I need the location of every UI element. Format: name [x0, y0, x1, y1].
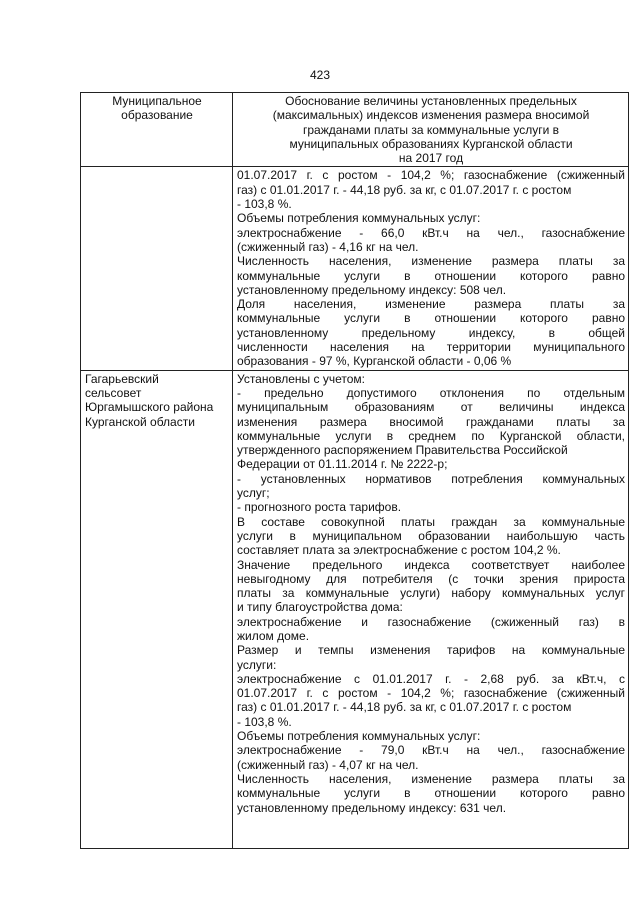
text-line: коммунальные услуги в среднем по Курганской области, [237, 428, 625, 443]
justification-text [237, 168, 625, 368]
text-line: и типу благоустройства дома: [237, 600, 403, 615]
text-line: гражданами платы за коммунальные услуги в [302, 122, 560, 137]
tariff-justification-table [80, 92, 629, 849]
text-line: услуги: [237, 657, 277, 672]
text-line: Доля населения, изменение размера платы за [237, 297, 625, 312]
text-line: численности населения на территории муниципального [237, 340, 625, 355]
text-line: (сжиженный газ) - 4,07 кг на чел. [237, 757, 419, 772]
text-line: услуги в муниципальном образовании наибольшую часть [237, 528, 625, 543]
text-line: Установлены с учетом: [237, 371, 365, 386]
table-row [81, 167, 629, 370]
text-line: газ) с 01.01.2017 г. - 44,18 руб. за кг, с 01.07.2017 г. с ростом [237, 700, 572, 715]
text-line: Юргамышского района [85, 400, 214, 415]
text-line: установленному предельному индексу: 508 чел. [237, 282, 507, 297]
text-line: на 2017 год [398, 151, 464, 166]
text-line: электроснабжение - 66,0 кВт.ч на чел., газоснабжение [237, 225, 625, 240]
text-line: - предельно допустимого отклонения по отдельным [237, 385, 625, 400]
header-justification-cell [233, 93, 629, 167]
text-line: Муниципальное [112, 94, 202, 108]
text-line: - 103,8 %. [237, 197, 292, 212]
text-line: 01.07.2017 г. с ростом - 104,2 %; газоснабжение (сжиженный [237, 168, 625, 183]
text-line: изменения размера вносимой гражданами платы за [237, 414, 625, 429]
text-line: Гагарьевский [85, 371, 159, 386]
justification-text [237, 372, 625, 815]
text-line: Федерации от 01.11.2014 г. № 2222-р; [237, 457, 448, 472]
header-justification-text [237, 94, 625, 165]
text-line: Обоснование величины установленных предельных [285, 94, 577, 108]
table-header-row [81, 93, 629, 167]
page-number: 423 [309, 68, 331, 82]
justification-cell [233, 370, 629, 848]
text-line: Численность населения, изменение размера платы за [237, 771, 625, 786]
text-line: - прогнозного роста тарифов. [237, 500, 402, 515]
header-municipality-cell [81, 93, 233, 167]
text-line: Значение предельного индекса соответствует наиболее [237, 557, 625, 572]
text-line: коммунальные услуги в отношении которого равно [237, 311, 625, 326]
text-line: Объемы потребления коммунальных услуг: [237, 211, 481, 226]
justification-cell [233, 167, 629, 370]
text-line: Курганской области [85, 414, 195, 429]
text-line: - 103,8 %. [237, 714, 292, 729]
table-row [81, 370, 629, 848]
text-line: Объемы потребления коммунальных услуг: [237, 729, 481, 744]
text-line: - установленных нормативов потребления коммунальных [237, 471, 625, 486]
text-line: коммунальные услуги в отношении которого равно [237, 268, 625, 283]
header-municipality-text [85, 94, 229, 123]
municipality-text [85, 372, 229, 429]
text-line: услуг; [237, 486, 270, 501]
text-line: установленному предельному индексу, в общей [237, 325, 625, 340]
text-line: сельсовет [85, 385, 142, 400]
text-line: платы за коммунальные услуги) набору коммунальных услуг [237, 586, 625, 601]
text-line: образования - 97 %, Курганской области - 0,06 % [237, 354, 512, 369]
text-line: образование [121, 108, 193, 123]
text-line: Размер и темпы изменения тарифов на коммунальные [237, 643, 625, 658]
text-line: невыгодному для потребителя (с точки зрения прироста [237, 571, 625, 586]
text-line: электроснабжение - 79,0 кВт.ч на чел., газоснабжение [237, 743, 625, 758]
text-line: 01.07.2017 г. с ростом - 104,2 %; газоснабжение (сжиженный [237, 686, 625, 701]
text-line: электроснабжение с 01.01.2017 г. - 2,68 руб. за кВт.ч, с [237, 671, 625, 686]
text-line: газ) с 01.01.2017 г. - 44,18 руб. за кг, с 01.07.2017 г. с ростом [237, 182, 572, 197]
text-line: (максимальных) индексов изменения размера вносимой [272, 108, 590, 123]
text-line: В составе совокупной платы граждан за коммунальные [237, 514, 625, 529]
text-line: коммунальные услуги в отношении которого равно [237, 786, 625, 801]
text-line: Численность населения, изменение размера платы за [237, 254, 625, 269]
text-line: жилом доме. [237, 628, 310, 643]
text-line: составляет плата за электроснабжение с ростом 104,2 %. [237, 543, 561, 558]
municipality-cell [81, 370, 233, 848]
text-line: установленному предельному индексу: 631 чел. [237, 800, 507, 815]
municipality-cell [81, 167, 233, 370]
text-line: муниципальным образованиям от величины индекса [237, 400, 625, 415]
text-line: электроснабжение и газоснабжение (сжиженный газ) в [237, 614, 625, 629]
text-line: утвержденного распоряжением Правительства Российской [237, 443, 568, 458]
text-line: муниципальных образованиях Курганской области [289, 136, 573, 151]
text-line: (сжиженный газ) - 4,16 кг на чел. [237, 239, 419, 254]
